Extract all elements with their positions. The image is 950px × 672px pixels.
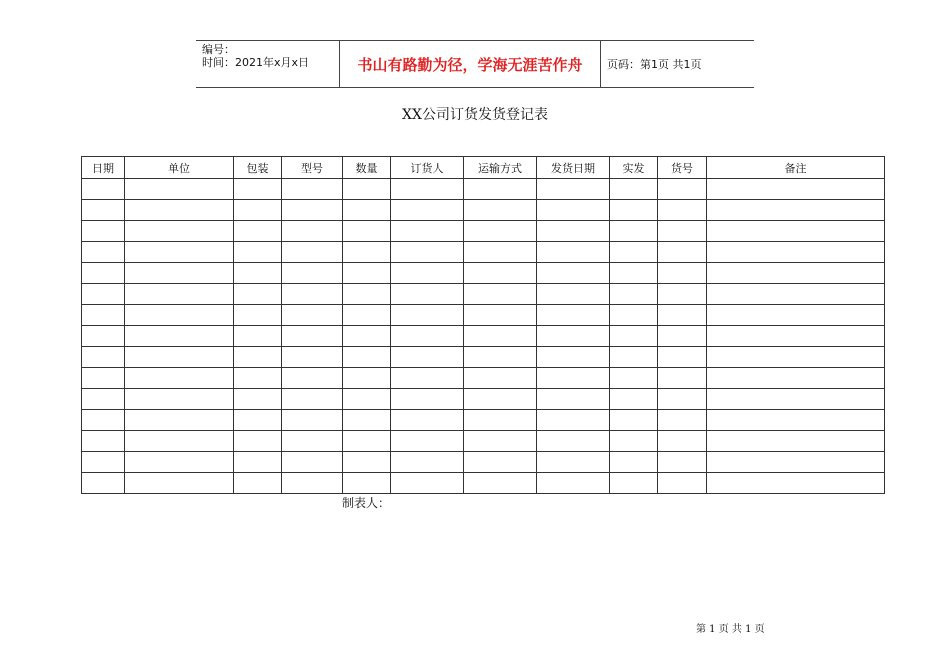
table-cell[interactable] bbox=[234, 263, 282, 284]
table-cell[interactable] bbox=[537, 284, 610, 305]
table-cell[interactable] bbox=[658, 221, 707, 242]
table-cell[interactable] bbox=[464, 347, 537, 368]
table-cell[interactable] bbox=[537, 410, 610, 431]
table-cell[interactable] bbox=[537, 389, 610, 410]
table-cell[interactable] bbox=[707, 221, 885, 242]
table-cell[interactable] bbox=[343, 221, 391, 242]
table-cell[interactable] bbox=[464, 179, 537, 200]
table-cell[interactable] bbox=[282, 473, 343, 494]
table-cell[interactable] bbox=[464, 200, 537, 221]
table-cell[interactable] bbox=[82, 452, 125, 473]
table-cell[interactable] bbox=[343, 179, 391, 200]
table-cell[interactable] bbox=[391, 221, 464, 242]
table-row bbox=[82, 179, 885, 200]
table-body bbox=[82, 179, 885, 494]
column-header: 货号 bbox=[658, 157, 707, 179]
table-cell[interactable] bbox=[610, 389, 658, 410]
table-cell[interactable] bbox=[125, 410, 234, 431]
table-cell[interactable] bbox=[610, 347, 658, 368]
table-cell[interactable] bbox=[610, 326, 658, 347]
table-cell[interactable] bbox=[282, 200, 343, 221]
table-cell[interactable] bbox=[282, 242, 343, 263]
table-cell[interactable] bbox=[125, 326, 234, 347]
table-cell[interactable] bbox=[343, 473, 391, 494]
table-cell[interactable] bbox=[82, 431, 125, 452]
serial-label: 编号： bbox=[202, 43, 235, 56]
table-cell[interactable] bbox=[391, 389, 464, 410]
table-cell[interactable] bbox=[464, 305, 537, 326]
table-cell[interactable] bbox=[234, 368, 282, 389]
table-cell[interactable] bbox=[464, 410, 537, 431]
table-cell[interactable] bbox=[537, 221, 610, 242]
table-cell[interactable] bbox=[234, 242, 282, 263]
column-header: 订货人 bbox=[391, 157, 464, 179]
table-cell[interactable] bbox=[658, 452, 707, 473]
table-cell[interactable] bbox=[82, 242, 125, 263]
table-cell[interactable] bbox=[610, 410, 658, 431]
table-cell[interactable] bbox=[282, 284, 343, 305]
table-cell[interactable] bbox=[658, 431, 707, 452]
table-cell[interactable] bbox=[537, 242, 610, 263]
table-cell[interactable] bbox=[707, 368, 885, 389]
table-cell[interactable] bbox=[125, 431, 234, 452]
table-cell[interactable] bbox=[464, 263, 537, 284]
table-cell[interactable] bbox=[707, 452, 885, 473]
page-footer: 第 1 页 共 1 页 bbox=[696, 624, 765, 635]
table-cell[interactable] bbox=[391, 263, 464, 284]
table-cell[interactable] bbox=[125, 305, 234, 326]
table-cell[interactable] bbox=[343, 200, 391, 221]
table-cell[interactable] bbox=[464, 431, 537, 452]
table-cell[interactable] bbox=[610, 368, 658, 389]
table-cell[interactable] bbox=[82, 326, 125, 347]
table-cell[interactable] bbox=[343, 410, 391, 431]
table-cell[interactable] bbox=[234, 305, 282, 326]
table-cell[interactable] bbox=[658, 179, 707, 200]
table-cell[interactable] bbox=[537, 263, 610, 284]
table-cell[interactable] bbox=[610, 200, 658, 221]
table-cell[interactable] bbox=[707, 326, 885, 347]
table-row bbox=[82, 410, 885, 431]
table-cell[interactable] bbox=[464, 284, 537, 305]
table-row bbox=[82, 221, 885, 242]
table-row bbox=[82, 452, 885, 473]
table-cell[interactable] bbox=[234, 431, 282, 452]
table-cell[interactable] bbox=[707, 305, 885, 326]
table-cell[interactable] bbox=[282, 305, 343, 326]
table-cell[interactable] bbox=[234, 410, 282, 431]
table-cell[interactable] bbox=[464, 473, 537, 494]
table-cell[interactable] bbox=[610, 242, 658, 263]
table-cell[interactable] bbox=[343, 368, 391, 389]
table-cell[interactable] bbox=[82, 284, 125, 305]
table-cell[interactable] bbox=[82, 473, 125, 494]
table-cell[interactable] bbox=[658, 389, 707, 410]
table-row bbox=[82, 242, 885, 263]
table-cell[interactable] bbox=[610, 263, 658, 284]
table-cell[interactable] bbox=[537, 368, 610, 389]
table-row bbox=[82, 431, 885, 452]
maker-label: 制表人： bbox=[342, 496, 391, 510]
table-cell[interactable] bbox=[391, 305, 464, 326]
table-cell[interactable] bbox=[391, 242, 464, 263]
table-cell[interactable] bbox=[610, 305, 658, 326]
table-cell[interactable] bbox=[464, 368, 537, 389]
table-cell[interactable] bbox=[707, 347, 885, 368]
table-cell[interactable] bbox=[234, 326, 282, 347]
table-cell[interactable] bbox=[658, 368, 707, 389]
table-cell[interactable] bbox=[125, 452, 234, 473]
table-cell[interactable] bbox=[125, 389, 234, 410]
table-cell[interactable] bbox=[391, 473, 464, 494]
table-cell[interactable] bbox=[464, 326, 537, 347]
column-header: 实发 bbox=[610, 157, 658, 179]
table-cell[interactable] bbox=[82, 368, 125, 389]
table-cell[interactable] bbox=[82, 305, 125, 326]
column-header: 备注 bbox=[707, 157, 885, 179]
table-cell[interactable] bbox=[610, 284, 658, 305]
table-cell[interactable] bbox=[391, 452, 464, 473]
table-cell[interactable] bbox=[537, 179, 610, 200]
table-cell[interactable] bbox=[391, 326, 464, 347]
table-cell[interactable] bbox=[82, 200, 125, 221]
table-cell[interactable] bbox=[234, 347, 282, 368]
table-cell[interactable] bbox=[282, 326, 343, 347]
table-cell[interactable] bbox=[610, 221, 658, 242]
table-cell[interactable] bbox=[125, 284, 234, 305]
table-cell[interactable] bbox=[464, 221, 537, 242]
table-cell[interactable] bbox=[282, 389, 343, 410]
table-cell[interactable] bbox=[707, 242, 885, 263]
table-cell[interactable] bbox=[707, 179, 885, 200]
table-cell[interactable] bbox=[707, 263, 885, 284]
table-cell[interactable] bbox=[82, 179, 125, 200]
table-cell[interactable] bbox=[391, 368, 464, 389]
table-cell[interactable] bbox=[125, 263, 234, 284]
table-cell[interactable] bbox=[391, 431, 464, 452]
time-label: 时间：2021年x月x日 bbox=[202, 56, 310, 69]
table-cell[interactable] bbox=[391, 284, 464, 305]
table-cell[interactable] bbox=[282, 263, 343, 284]
table-cell[interactable] bbox=[707, 284, 885, 305]
table-cell[interactable] bbox=[343, 452, 391, 473]
table-cell[interactable] bbox=[343, 431, 391, 452]
column-header: 型号 bbox=[282, 157, 343, 179]
table-cell[interactable] bbox=[707, 389, 885, 410]
table-cell[interactable] bbox=[537, 305, 610, 326]
register-table bbox=[81, 156, 885, 494]
table-cell[interactable] bbox=[707, 431, 885, 452]
table-cell[interactable] bbox=[658, 284, 707, 305]
table-cell[interactable] bbox=[82, 389, 125, 410]
table-cell[interactable] bbox=[464, 452, 537, 473]
table-row bbox=[82, 263, 885, 284]
table-cell[interactable] bbox=[234, 221, 282, 242]
table-cell[interactable] bbox=[234, 452, 282, 473]
form-title: XX公司订货发货登记表 bbox=[402, 107, 548, 123]
table-cell[interactable] bbox=[234, 284, 282, 305]
table-cell[interactable] bbox=[707, 200, 885, 221]
table-cell[interactable] bbox=[707, 473, 885, 494]
table-cell[interactable] bbox=[125, 473, 234, 494]
table-cell[interactable] bbox=[282, 452, 343, 473]
table-cell[interactable] bbox=[610, 473, 658, 494]
table-cell[interactable] bbox=[82, 263, 125, 284]
column-header: 日期 bbox=[82, 157, 125, 179]
table-row bbox=[82, 473, 885, 494]
table-cell[interactable] bbox=[658, 326, 707, 347]
table-cell[interactable] bbox=[537, 200, 610, 221]
column-header: 数量 bbox=[343, 157, 391, 179]
table-cell[interactable] bbox=[82, 347, 125, 368]
table-cell[interactable] bbox=[125, 242, 234, 263]
document-header bbox=[196, 40, 754, 88]
table-cell[interactable] bbox=[125, 368, 234, 389]
table-row bbox=[82, 284, 885, 305]
page-info: 页码：第1页 共1页 bbox=[607, 58, 702, 71]
table-cell[interactable] bbox=[391, 347, 464, 368]
table-cell[interactable] bbox=[343, 347, 391, 368]
table-cell[interactable] bbox=[125, 179, 234, 200]
table-cell[interactable] bbox=[125, 347, 234, 368]
table-cell[interactable] bbox=[658, 347, 707, 368]
table-cell[interactable] bbox=[537, 326, 610, 347]
table-cell[interactable] bbox=[234, 200, 282, 221]
table-row bbox=[82, 347, 885, 368]
table-cell[interactable] bbox=[658, 200, 707, 221]
table-cell[interactable] bbox=[82, 410, 125, 431]
table-cell[interactable] bbox=[282, 347, 343, 368]
table-cell[interactable] bbox=[391, 410, 464, 431]
table-cell[interactable] bbox=[343, 305, 391, 326]
table-row bbox=[82, 200, 885, 221]
table-cell[interactable] bbox=[537, 473, 610, 494]
table-cell[interactable] bbox=[610, 431, 658, 452]
table-cell[interactable] bbox=[610, 452, 658, 473]
table-cell[interactable] bbox=[282, 410, 343, 431]
table-cell[interactable] bbox=[234, 389, 282, 410]
table-cell[interactable] bbox=[391, 200, 464, 221]
table-cell[interactable] bbox=[610, 179, 658, 200]
table-row bbox=[82, 305, 885, 326]
motto: 书山有路勤为径，学海无涯苦作舟 bbox=[339, 41, 601, 87]
table-cell[interactable] bbox=[82, 221, 125, 242]
table-cell[interactable] bbox=[537, 431, 610, 452]
table-cell[interactable] bbox=[391, 179, 464, 200]
table-header-row bbox=[82, 157, 885, 179]
table-cell[interactable] bbox=[658, 473, 707, 494]
table-cell[interactable] bbox=[537, 347, 610, 368]
table-cell[interactable] bbox=[282, 179, 343, 200]
table-cell[interactable] bbox=[282, 431, 343, 452]
table-cell[interactable] bbox=[464, 242, 537, 263]
table-cell[interactable] bbox=[658, 242, 707, 263]
header-meta bbox=[196, 41, 339, 87]
table-cell[interactable] bbox=[282, 368, 343, 389]
column-header: 发货日期 bbox=[537, 157, 610, 179]
table-cell[interactable] bbox=[707, 410, 885, 431]
table-cell[interactable] bbox=[464, 389, 537, 410]
column-header: 运输方式 bbox=[464, 157, 537, 179]
table-cell[interactable] bbox=[343, 326, 391, 347]
table-cell[interactable] bbox=[658, 263, 707, 284]
table-cell[interactable] bbox=[125, 221, 234, 242]
table-cell[interactable] bbox=[537, 452, 610, 473]
table-cell[interactable] bbox=[282, 221, 343, 242]
table-cell[interactable] bbox=[343, 284, 391, 305]
column-header: 单位 bbox=[125, 157, 234, 179]
table-cell[interactable] bbox=[658, 410, 707, 431]
table-cell[interactable] bbox=[343, 242, 391, 263]
table-row bbox=[82, 326, 885, 347]
table-cell[interactable] bbox=[343, 263, 391, 284]
column-header: 包装 bbox=[234, 157, 282, 179]
table-cell[interactable] bbox=[658, 305, 707, 326]
table-row bbox=[82, 389, 885, 410]
table-cell[interactable] bbox=[125, 200, 234, 221]
table-cell[interactable] bbox=[234, 179, 282, 200]
table-row bbox=[82, 368, 885, 389]
table-cell[interactable] bbox=[234, 473, 282, 494]
table-cell[interactable] bbox=[343, 389, 391, 410]
